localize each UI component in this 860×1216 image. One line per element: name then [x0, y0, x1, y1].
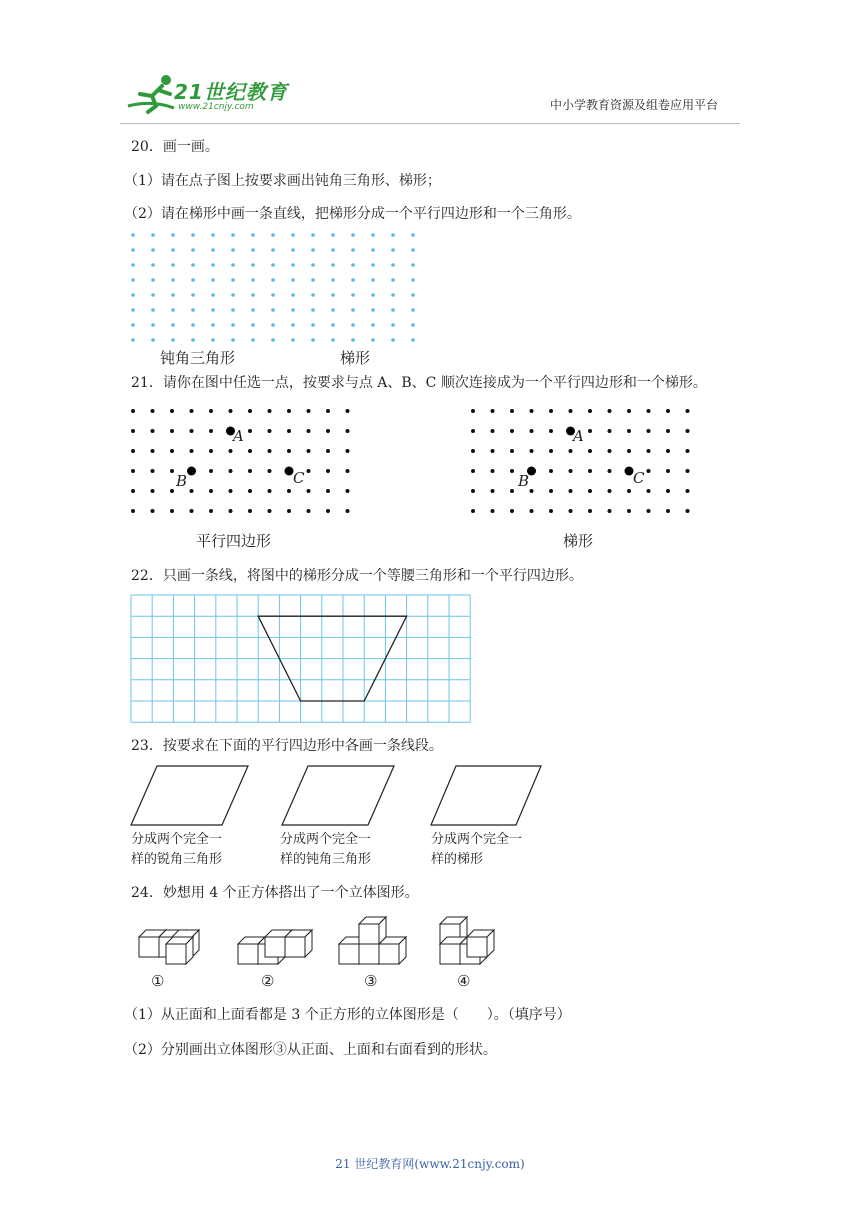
q21-left-point-a: A: [233, 427, 244, 445]
q23-caption-2-line2: 样的钝角三角形: [280, 852, 372, 867]
q23-caption-3-line1: 分成两个完全一: [431, 832, 523, 847]
q24-title: 24．妙想用 4 个正方体搭出了一个立体图形。: [131, 885, 419, 901]
q24-label-1: ①: [151, 972, 165, 990]
q24-label-3: ③: [364, 972, 378, 990]
q20-label-trapezoid: 梯形: [340, 349, 371, 367]
cube-front: [166, 944, 186, 964]
q24-sub1: （1）从正面和上面看都是 3 个正方形的立体图形是（ ）。（填序号）: [124, 1007, 571, 1023]
q23-caption-2-line1: 分成两个完全一: [280, 832, 372, 847]
cube-front: [379, 944, 399, 964]
footer-text: 21 世纪教育网(www.21cnjy.com): [335, 1157, 525, 1171]
q20-sub1: （1）请在点子图上按要求画出钝角三角形、梯形；: [124, 173, 441, 189]
q21-right-point-a: A: [573, 427, 584, 445]
cube: [379, 937, 406, 964]
cube-front: [359, 944, 379, 964]
cube: [285, 930, 312, 957]
q23-caption-1-line2: 样的锐角三角形: [131, 852, 223, 867]
platform-name: 中小学教育资源及组卷应用平台: [550, 98, 719, 112]
q21-label-trapezoid: 梯形: [563, 532, 594, 550]
q20-label-obtuse-triangle: 钝角三角形: [160, 349, 236, 367]
cube: [359, 917, 386, 944]
q21-right-point-c: C: [633, 469, 645, 487]
cube-front: [285, 937, 305, 957]
q22-title: 22．只画一条线，将图中的梯形分成一个等腰三角形和一个平行四边形。: [131, 568, 583, 584]
q21-right-point-b: B: [518, 472, 530, 490]
cube-front: [139, 937, 159, 957]
cube-front: [265, 937, 285, 957]
q20-title: 20．画一画。: [131, 139, 219, 155]
cube-front: [440, 944, 460, 964]
cube-front: [339, 944, 359, 964]
cube-front: [238, 944, 258, 964]
q21-title: 21．请你在图中任选一点，按要求与点 A、B、C 顺次连接成为一个平行四边形和一个梯形。: [131, 375, 707, 391]
q21-left-point-b: B: [176, 472, 188, 490]
cube-front: [467, 937, 487, 957]
logo-title: 21世纪教育: [174, 80, 288, 104]
q21-label-parallelogram: 平行四边形: [196, 532, 272, 550]
q24-label-4: ④: [457, 972, 471, 990]
logo-url: www.21cnjy.com: [178, 102, 254, 112]
q23-title: 23．按要求在下面的平行四边形中各画一条线段。: [131, 738, 443, 754]
cube-front: [359, 924, 379, 944]
q20-sub2: （2）请在梯形中画一条直线，把梯形分成一个平行四边形和一个三角形。: [124, 206, 581, 222]
q24-sub2: （2）分别画出立体图形③从正面、上面和右面看到的形状。: [124, 1042, 497, 1058]
cube: [467, 930, 494, 957]
q23-caption-3-line2: 样的梯形: [431, 852, 484, 867]
cube: [166, 937, 193, 964]
q21-left-point-c: C: [293, 469, 305, 487]
q23-caption-1-line1: 分成两个完全一: [131, 832, 223, 847]
q24-label-2: ②: [261, 972, 275, 990]
